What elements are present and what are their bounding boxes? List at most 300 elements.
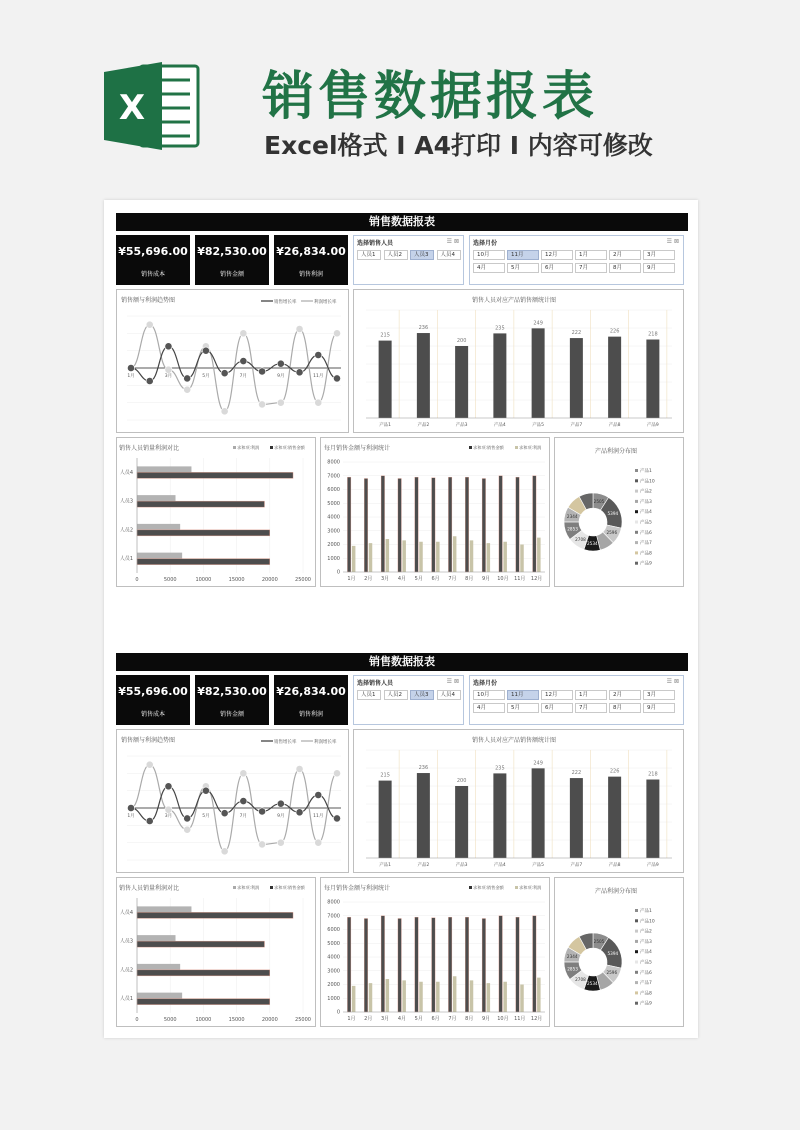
slicer-chip-month-8[interactable]: 5月 xyxy=(507,703,539,713)
slice-label: 2596 xyxy=(606,529,618,535)
y-tick-label: 人员2 xyxy=(119,527,133,534)
legend-swatch xyxy=(635,541,638,544)
x-tick-label: 产品1 xyxy=(379,423,392,428)
x-tick-label: 3月 xyxy=(380,576,390,582)
x-tick-label: 7月 xyxy=(448,1016,457,1022)
x-tick-label: 25000 xyxy=(295,577,311,583)
data-point xyxy=(221,370,228,377)
x-tick-label: 2月 xyxy=(364,576,373,582)
x-tick-label: 10000 xyxy=(195,577,212,583)
dashboard-bottom xyxy=(116,653,688,1029)
data-label: 236 xyxy=(418,325,429,332)
x-tick-label: 产品1 xyxy=(379,863,392,868)
x-tick-label: 产品8 xyxy=(608,863,621,868)
slicer-chip-month-12[interactable]: 9月 xyxy=(643,703,675,713)
bar-profit xyxy=(487,543,491,572)
slicer-chip-person-2[interactable]: 人员2 xyxy=(384,250,408,260)
data-point xyxy=(277,839,284,846)
data-point xyxy=(202,347,209,354)
legend-label: 求和项:销售金额 xyxy=(274,445,305,450)
data-label: 235 xyxy=(495,765,505,772)
slicer-chip-month-1[interactable]: 10月 xyxy=(473,250,505,260)
bar-profit xyxy=(352,546,356,572)
x-tick-label: 产品3 xyxy=(455,423,468,428)
data-point xyxy=(296,325,303,332)
legend-label: 产品4 xyxy=(640,510,652,516)
x-tick-label: 产品4 xyxy=(493,863,506,868)
legend-label: 产品2 xyxy=(640,929,652,935)
legend-swatch xyxy=(270,446,273,449)
kpi-value: ¥82,530.00 xyxy=(197,245,267,258)
bar-sales xyxy=(516,917,520,1012)
slice-label: 2708 xyxy=(575,976,586,982)
bar xyxy=(646,340,659,418)
y-tick-label: 7000 xyxy=(327,913,340,920)
bar-profit xyxy=(369,543,373,572)
month-chart-panel xyxy=(320,877,550,1027)
legend-swatch xyxy=(270,886,273,889)
legend-swatch xyxy=(635,531,638,534)
legend-label: 产品1 xyxy=(640,469,652,474)
filter-clear-icon[interactable]: ☰ ⊠ xyxy=(666,238,679,245)
y-tick-label: 0 xyxy=(336,569,340,576)
bar xyxy=(570,778,583,858)
data-label: 200 xyxy=(456,338,467,344)
slicer-chip-person-1[interactable]: 人员1 xyxy=(357,690,381,700)
x-tick-label: 1月 xyxy=(347,1016,356,1022)
data-point xyxy=(184,815,191,822)
legend-swatch xyxy=(635,562,638,565)
chart-title: 销售额与利润趋势图 xyxy=(121,737,176,744)
profit-donut-chart xyxy=(555,878,683,1026)
x-tick-label: 产品4 xyxy=(493,423,506,428)
y-tick-label: 人员4 xyxy=(119,469,133,476)
slicer-chip-month-12[interactable]: 9月 xyxy=(643,263,675,273)
bar-sales xyxy=(137,530,270,536)
slicer-chip-month-11[interactable]: 8月 xyxy=(609,703,641,713)
data-point xyxy=(165,783,172,790)
legend-swatch xyxy=(635,500,638,503)
x-tick-label: 25000 xyxy=(295,1017,311,1023)
x-tick-label: 15000 xyxy=(228,1017,245,1023)
x-tick-label: 0 xyxy=(135,577,139,583)
bar-sales xyxy=(482,479,486,573)
data-point xyxy=(258,368,265,375)
bar-sales xyxy=(137,472,293,478)
legend-label: 产品10 xyxy=(640,919,655,925)
x-tick-label: 10000 xyxy=(195,1017,212,1023)
legend-swatch xyxy=(635,469,638,472)
bar-profit xyxy=(137,993,182,999)
data-point xyxy=(240,330,247,337)
data-point xyxy=(333,375,340,382)
data-point xyxy=(333,770,340,777)
y-tick-label: 人员2 xyxy=(119,967,133,974)
data-point xyxy=(184,826,191,833)
x-tick-label: 20000 xyxy=(261,1017,278,1023)
slicer-chip-person-4[interactable]: 人员4 xyxy=(437,250,461,260)
data-point xyxy=(146,817,153,824)
bar-sales xyxy=(137,501,264,507)
bar xyxy=(379,781,392,858)
data-point xyxy=(240,770,247,777)
slicer-chip-month-6[interactable]: 3月 xyxy=(643,250,675,260)
y-tick-label: 6000 xyxy=(327,487,340,493)
legend-swatch xyxy=(635,479,638,482)
y-tick-label: 5000 xyxy=(327,940,340,947)
x-tick-label: 5000 xyxy=(163,577,177,583)
bar-profit xyxy=(537,978,541,1012)
legend-label: 产品6 xyxy=(640,970,652,976)
bar-sales xyxy=(448,477,452,572)
page-header xyxy=(0,0,800,200)
profit-donut-chart xyxy=(555,438,683,586)
legend-label: 求和项:利润 xyxy=(237,445,260,450)
x-tick-label: 11月 xyxy=(313,374,324,379)
data-point xyxy=(184,375,191,382)
x-tick-label: 产品9 xyxy=(646,863,659,868)
x-tick-label: 6月 xyxy=(431,1016,440,1022)
kpi-profit xyxy=(274,235,348,285)
bar-profit xyxy=(470,980,474,1012)
data-label: 215 xyxy=(380,772,390,779)
bar-sales xyxy=(398,919,402,1013)
bar-sales xyxy=(533,476,537,572)
x-tick-label: 8月 xyxy=(465,576,474,582)
x-tick-label: 7月 xyxy=(448,576,457,582)
y-tick-label: 0 xyxy=(336,1009,340,1016)
slice-label: 5394 xyxy=(607,951,619,957)
slicer-chip-month-3[interactable]: 12月 xyxy=(541,250,573,260)
legend-label: 产品3 xyxy=(640,939,652,945)
y-tick-label: 1000 xyxy=(327,995,340,1002)
slicer-chip-person-1[interactable]: 人员1 xyxy=(357,250,381,260)
month-bar-chart xyxy=(321,438,549,586)
data-label: 235 xyxy=(495,325,505,332)
bar-profit xyxy=(419,982,423,1012)
donut-chart-panel xyxy=(554,877,684,1027)
x-tick-label: 9月 xyxy=(277,814,285,819)
bar-profit xyxy=(137,964,180,970)
x-tick-label: 11月 xyxy=(313,814,324,819)
bar-sales xyxy=(516,477,520,572)
legend-swatch xyxy=(515,886,518,889)
slicer-chip-month-10[interactable]: 7月 xyxy=(575,263,607,273)
legend-swatch xyxy=(635,551,638,554)
slicer-chip-month-4[interactable]: 1月 xyxy=(575,250,607,260)
bar-sales xyxy=(364,919,368,1013)
slicer-title: 选择销售人员 xyxy=(357,680,394,687)
legend-label: 产品3 xyxy=(640,499,652,505)
bar-profit xyxy=(470,540,474,572)
legend-swatch xyxy=(469,886,472,889)
kpi-label: 销售金额 xyxy=(219,271,244,278)
y-tick-label: 人员3 xyxy=(119,938,133,945)
slice-label: 2534 xyxy=(586,980,598,986)
y-tick-label: 2000 xyxy=(327,982,340,988)
legend-label: 求和项:利润 xyxy=(519,885,542,890)
y-tick-label: 2000 xyxy=(327,542,340,548)
bar-sales xyxy=(415,477,419,572)
x-tick-label: 9月 xyxy=(481,576,491,582)
slice-label: 2505 xyxy=(593,938,605,944)
y-tick-label: 3000 xyxy=(327,968,340,975)
x-tick-label: 产品2 xyxy=(417,423,430,428)
slicer-chip-month-7[interactable]: 4月 xyxy=(473,263,505,273)
data-point xyxy=(296,809,303,816)
legend-label: 求和项:销售金额 xyxy=(274,885,305,890)
chart-title: 销售人员销量利润对比 xyxy=(119,885,180,892)
person-hbar-chart xyxy=(117,878,315,1026)
bar xyxy=(532,768,545,858)
slicer-chip-month-2[interactable]: 11月 xyxy=(507,250,539,260)
slicer-chip-month-9[interactable]: 6月 xyxy=(541,263,573,273)
month-chart-panel xyxy=(320,437,550,587)
legend-label: 产品5 xyxy=(640,960,652,966)
document-page xyxy=(104,200,698,1038)
legend-label: 利润增长率 xyxy=(314,740,337,745)
slicer-chip-month-3[interactable]: 12月 xyxy=(541,690,573,700)
bar-profit xyxy=(520,985,524,1013)
bar-profit xyxy=(137,524,180,530)
chart-title: 销售额与利润趋势图 xyxy=(121,297,176,304)
slicer-chip-person-2[interactable]: 人员2 xyxy=(384,690,408,700)
kpi-label: 销售利润 xyxy=(298,271,323,278)
line-chart xyxy=(117,730,348,872)
bar-profit xyxy=(137,935,176,941)
legend-swatch xyxy=(635,950,638,953)
x-tick-label: 12月 xyxy=(530,1016,543,1022)
data-label: 226 xyxy=(609,328,620,335)
x-tick-label: 9月 xyxy=(277,374,285,379)
kpi-sales xyxy=(195,675,269,725)
kpi-cost xyxy=(116,235,190,285)
x-tick-label: 1月 xyxy=(347,576,356,582)
bar xyxy=(608,777,621,858)
legend-label: 产品5 xyxy=(640,520,652,526)
filter-clear-icon[interactable]: ☰ ⊠ xyxy=(666,678,679,685)
y-tick-label: 4000 xyxy=(327,954,340,961)
x-tick-label: 产品5 xyxy=(532,423,545,428)
y-tick-label: 人员4 xyxy=(119,909,133,916)
dashboard-title: 销售数据报表 xyxy=(116,653,688,671)
x-tick-label: 11月 xyxy=(514,1016,526,1022)
kpi-label: 销售成本 xyxy=(140,271,165,278)
legend-label: 产品8 xyxy=(640,991,652,997)
x-tick-label: 5月 xyxy=(202,374,210,379)
bar-profit xyxy=(352,986,356,1012)
kpi-sales xyxy=(195,235,269,285)
bar-profit xyxy=(520,545,524,573)
legend-label: 产品7 xyxy=(640,541,652,547)
bar-sales xyxy=(482,919,486,1013)
data-point xyxy=(146,321,153,328)
data-point xyxy=(146,761,153,768)
data-point xyxy=(315,399,322,406)
slicer-chip-month-5[interactable]: 2月 xyxy=(609,690,641,700)
product-bar-chart xyxy=(354,290,683,432)
x-tick-label: 5月 xyxy=(202,814,210,819)
chart-title: 销售人员对应产品销售额统计图 xyxy=(472,737,557,744)
bar xyxy=(570,338,583,418)
legend-label: 产品10 xyxy=(640,479,655,485)
bar xyxy=(608,337,621,418)
data-point xyxy=(296,369,303,376)
x-tick-label: 8月 xyxy=(465,1016,474,1022)
data-label: 215 xyxy=(380,332,390,339)
y-tick-label: 6000 xyxy=(327,927,340,933)
x-tick-label: 0 xyxy=(135,1017,139,1023)
slice-label: 2708 xyxy=(575,536,586,542)
bar-profit xyxy=(487,983,491,1012)
bar-sales xyxy=(415,917,419,1012)
data-label: 249 xyxy=(533,320,543,327)
bar-sales xyxy=(381,476,385,572)
slicer-chip-person-3[interactable]: 人员3 xyxy=(410,690,434,700)
data-point xyxy=(258,808,265,815)
kpi-label: 销售利润 xyxy=(298,711,323,718)
legend-label: 产品6 xyxy=(640,530,652,536)
slicer-chip-month-5[interactable]: 2月 xyxy=(609,250,641,260)
data-point xyxy=(165,343,172,350)
x-tick-label: 7月 xyxy=(239,374,248,379)
bar-sales xyxy=(499,476,503,572)
bar-sales xyxy=(364,479,368,573)
x-tick-label: 1月 xyxy=(127,374,135,379)
slicer-chip-month-9[interactable]: 6月 xyxy=(541,703,573,713)
data-point xyxy=(258,841,265,848)
data-point xyxy=(165,806,172,813)
hbar-chart-panel xyxy=(116,877,316,1027)
x-tick-label: 3月 xyxy=(380,1016,390,1022)
data-label: 226 xyxy=(609,768,620,775)
bar-sales xyxy=(347,477,351,572)
line-chart-panel xyxy=(116,289,349,433)
legend-swatch xyxy=(635,991,638,994)
bar xyxy=(532,328,545,418)
x-tick-label: 产品9 xyxy=(646,423,659,428)
slicer-chip-month-1[interactable]: 10月 xyxy=(473,690,505,700)
legend-swatch xyxy=(635,930,638,933)
slicer-chip-month-7[interactable]: 4月 xyxy=(473,703,505,713)
data-label: 222 xyxy=(571,770,582,777)
x-tick-label: 6月 xyxy=(431,576,440,582)
filter-clear-icon[interactable]: ☰ ⊠ xyxy=(446,678,459,685)
dashboard-top xyxy=(116,213,688,589)
bar-sales xyxy=(465,917,469,1012)
page-title: 销售数据报表 xyxy=(262,67,599,127)
legend-swatch xyxy=(233,886,236,889)
bar-profit xyxy=(537,538,541,572)
slicer-month xyxy=(469,675,684,725)
x-tick-label: 7月 xyxy=(239,814,248,819)
kpi-value: ¥55,696.00 xyxy=(118,685,188,698)
slicer-title: 选择月份 xyxy=(473,680,498,687)
chart-title: 销售人员销量利润对比 xyxy=(119,445,180,452)
legend-swatch xyxy=(635,510,638,513)
bar-profit xyxy=(386,979,390,1012)
kpi-label: 销售成本 xyxy=(140,711,165,718)
bar-sales xyxy=(398,479,402,573)
data-label: 236 xyxy=(418,765,429,772)
x-tick-label: 3月 xyxy=(164,374,173,379)
slicer-chip-month-8[interactable]: 5月 xyxy=(507,263,539,273)
bar-profit xyxy=(137,553,182,559)
slicer-chip-month-6[interactable]: 3月 xyxy=(643,690,675,700)
bar xyxy=(646,780,659,858)
x-tick-label: 15000 xyxy=(228,577,245,583)
data-point xyxy=(184,386,191,393)
chart-title: 产品利润分布图 xyxy=(595,888,638,895)
legend-label: 销售增长率 xyxy=(274,300,297,305)
filter-clear-icon[interactable]: ☰ ⊠ xyxy=(446,238,459,245)
slicer-chip-month-2[interactable]: 11月 xyxy=(507,690,539,700)
kpi-value: ¥26,834.00 xyxy=(276,685,346,698)
data-point xyxy=(315,791,322,798)
slicer-chip-person-4[interactable]: 人员4 xyxy=(437,690,461,700)
data-point xyxy=(333,815,340,822)
x-tick-label: 5000 xyxy=(163,1017,177,1023)
slice-label: 2534 xyxy=(586,540,598,546)
bar xyxy=(455,786,468,858)
x-tick-label: 产品8 xyxy=(608,423,621,428)
bar-sales xyxy=(432,478,436,572)
bar-profit xyxy=(369,983,373,1012)
slicer-chip-month-11[interactable]: 8月 xyxy=(609,263,641,273)
slicer-chip-month-10[interactable]: 7月 xyxy=(575,703,607,713)
bar-profit xyxy=(402,540,406,572)
bar-profit xyxy=(503,542,507,572)
legend-label: 利润增长率 xyxy=(314,300,337,305)
slicer-person xyxy=(353,675,464,725)
bar-sales xyxy=(137,999,270,1005)
bar-sales xyxy=(381,916,385,1012)
slice-label: 2853 xyxy=(567,966,578,972)
data-point xyxy=(221,810,228,817)
bar xyxy=(493,333,506,418)
chart-title: 销售人员对应产品销售额统计图 xyxy=(472,297,557,304)
slicer-title: 选择月份 xyxy=(473,240,498,247)
bar-profit xyxy=(436,982,440,1012)
data-point xyxy=(221,848,228,855)
legend-label: 产品8 xyxy=(640,551,652,557)
logo-letter: X xyxy=(118,88,146,128)
bar-profit xyxy=(503,982,507,1012)
data-label: 200 xyxy=(456,778,467,784)
data-point xyxy=(315,839,322,846)
hbar-chart-panel xyxy=(116,437,316,587)
slice-label: 2853 xyxy=(567,526,578,532)
line-chart-panel xyxy=(116,729,349,873)
data-point xyxy=(277,800,284,807)
bar-profit xyxy=(137,906,191,912)
data-point xyxy=(127,364,134,371)
data-point xyxy=(277,360,284,367)
bar-sales xyxy=(432,918,436,1012)
x-tick-label: 20000 xyxy=(261,577,278,583)
legend-label: 产品7 xyxy=(640,981,652,987)
data-point xyxy=(221,408,228,415)
data-label: 222 xyxy=(571,330,582,337)
person-hbar-chart xyxy=(117,438,315,586)
slicer-chip-person-3[interactable]: 人员3 xyxy=(410,250,434,260)
bar-profit xyxy=(137,466,191,472)
slicer-chip-month-4[interactable]: 1月 xyxy=(575,690,607,700)
data-point xyxy=(296,765,303,772)
bar-profit xyxy=(402,980,406,1012)
legend-label: 求和项:销售金额 xyxy=(473,885,504,890)
legend-label: 销售增长率 xyxy=(274,740,297,745)
